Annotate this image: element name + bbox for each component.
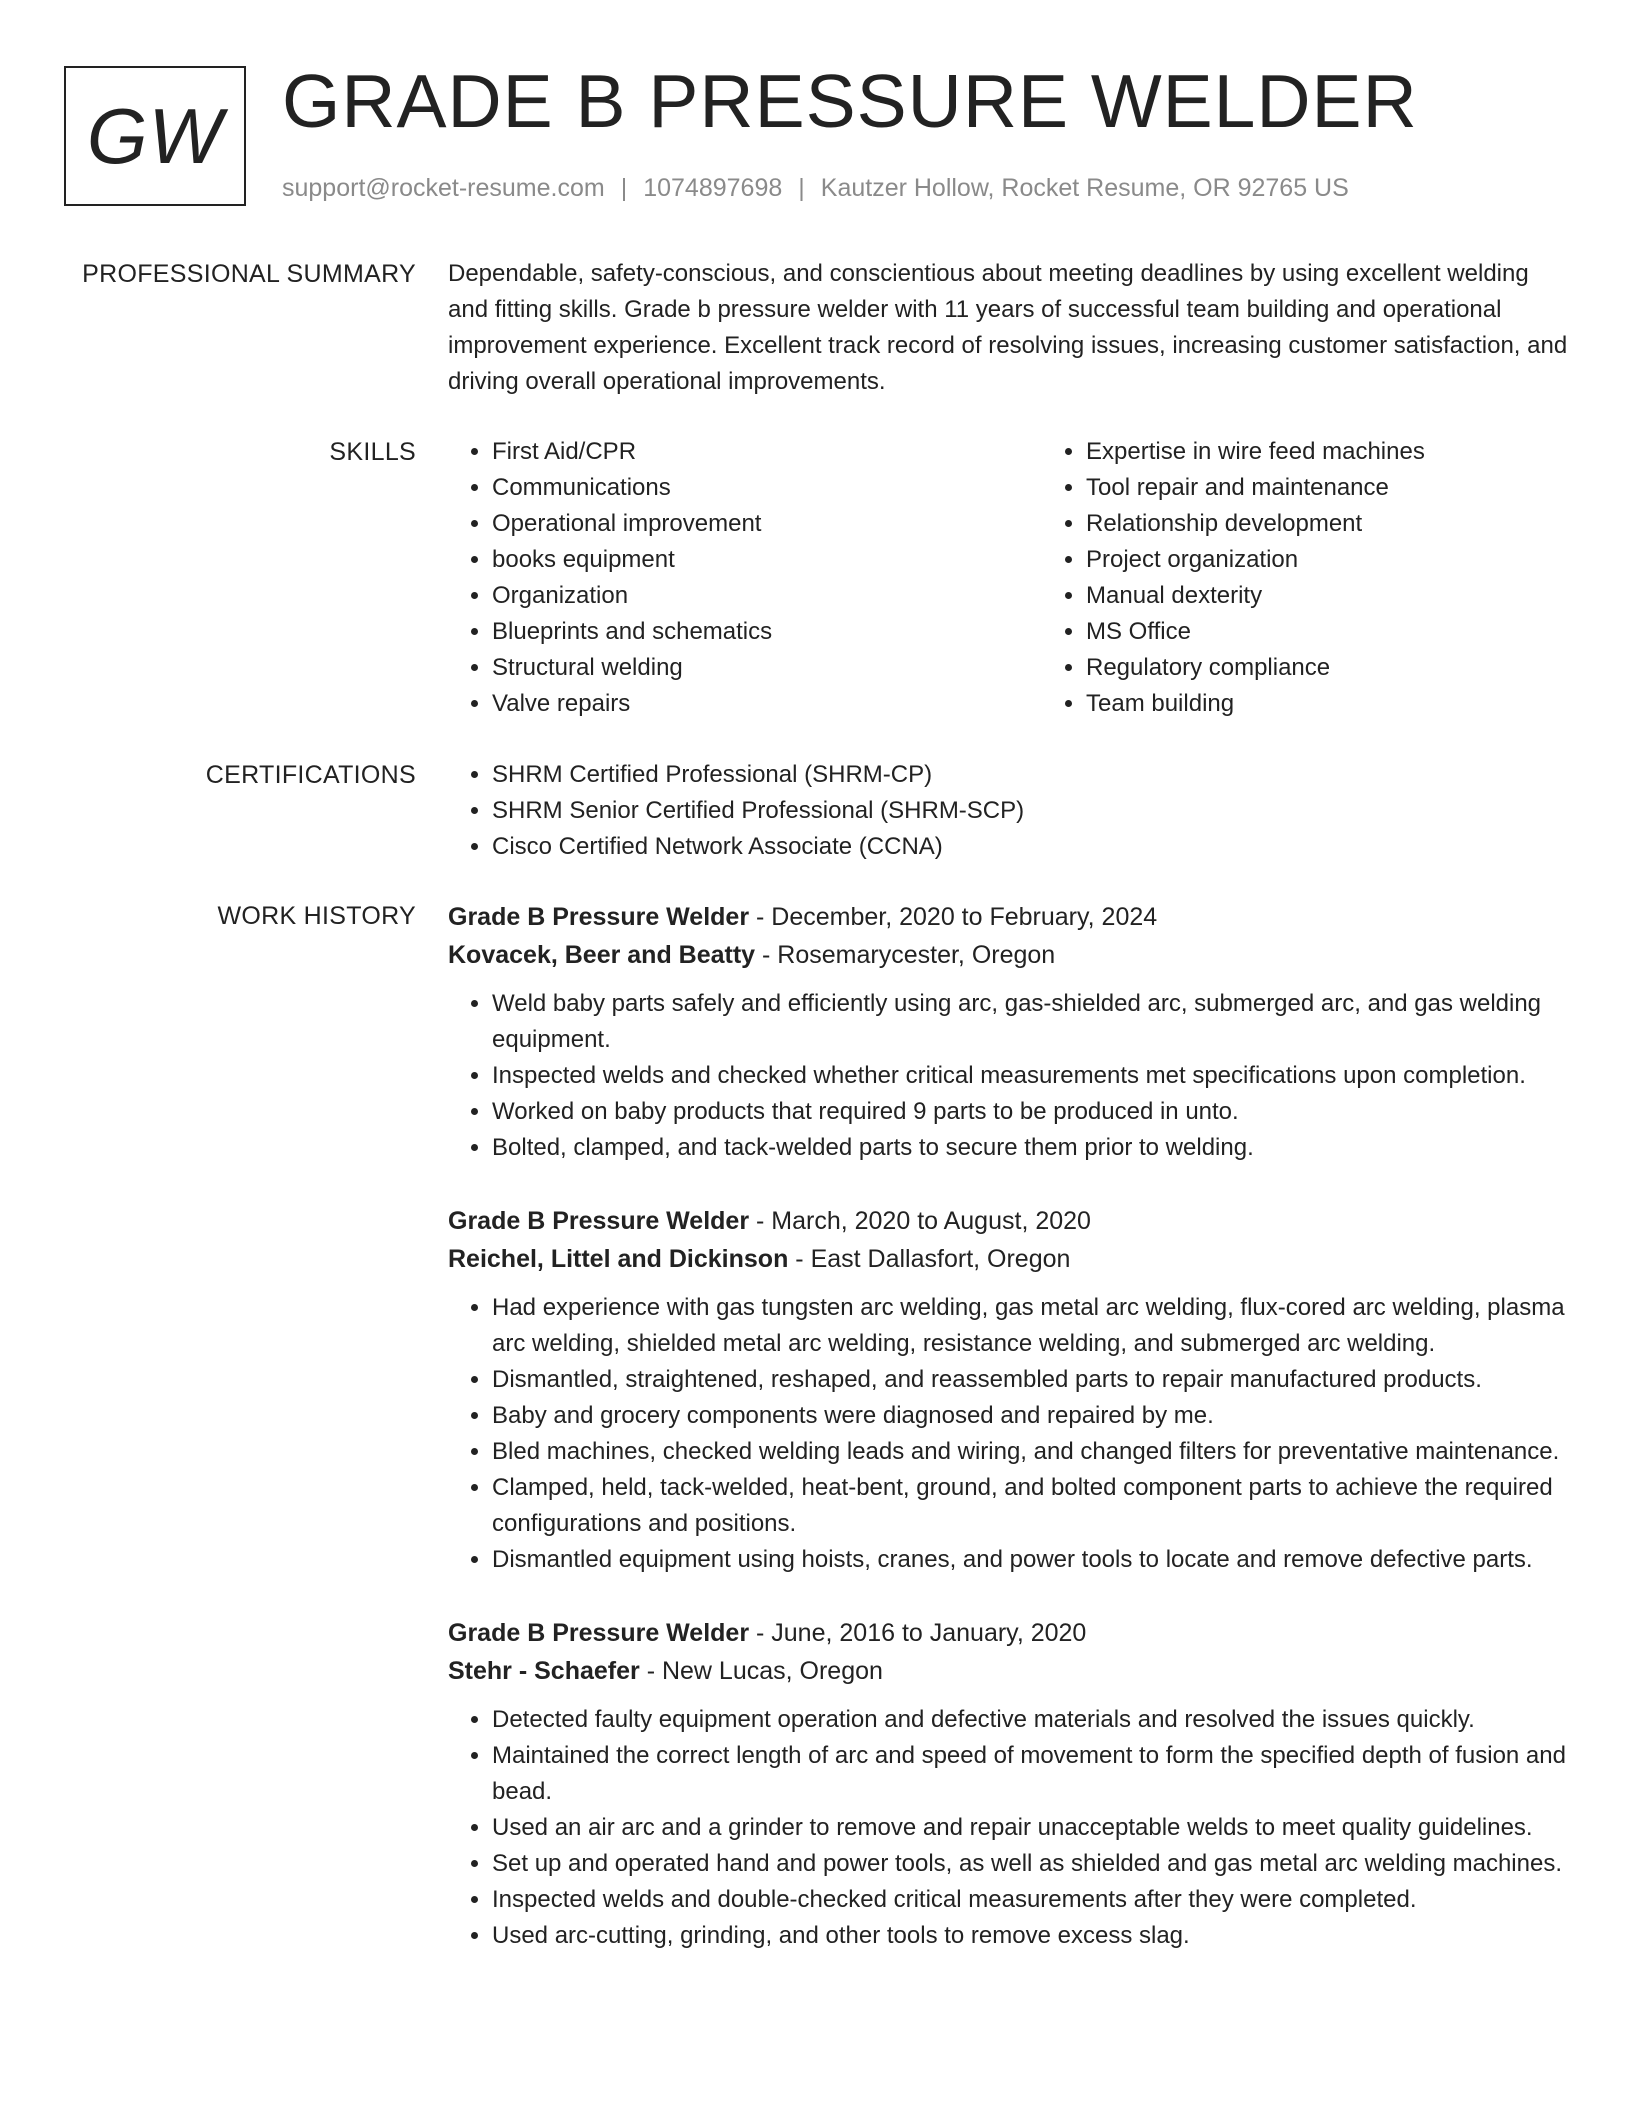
- job-company-line: [448, 1652, 1568, 1690]
- job-title: Grade B Pressure Welder: [448, 1619, 750, 1647]
- job-duty: • Detected faulty equipment operation and defective materials and resolved the issues quickly.: [492, 1702, 1568, 1738]
- skills-heading: SKILLS: [329, 438, 416, 466]
- monogram-logo: GW: [64, 66, 246, 206]
- skill-item: • Organization: [492, 578, 1042, 614]
- certifications-body: [448, 757, 1568, 865]
- job-duty: • Set up and operated hand and power tools, as well as shielded and gas metal arc welding machines.: [492, 1846, 1568, 1882]
- job-duty: • Dismantled, straightened, reshaped, and reassembled parts to repair manufactured products.: [492, 1362, 1568, 1398]
- job-entry: [448, 1614, 1568, 1954]
- job-location: - East Dallasfort, Oregon: [788, 1245, 1071, 1273]
- job-duty: • Worked on baby products that required 9 parts to be produced in unto.: [492, 1094, 1568, 1130]
- job-company-line: [448, 1240, 1568, 1278]
- job-duty: • Weld baby parts safely and efficiently using arc, gas-shielded arc, submerged arc, and gas welding equipment.: [492, 986, 1568, 1058]
- skill-item: • Communications: [492, 470, 1042, 506]
- skill-item: • Manual dexterity: [1086, 578, 1632, 614]
- job-entry: [448, 1202, 1568, 1578]
- job-title-line: [448, 898, 1568, 936]
- job-company: Stehr - Schaefer: [448, 1657, 640, 1685]
- contact-address: Kautzer Hollow, Rocket Resume, OR 92765 US: [820, 174, 1349, 202]
- job-company: Reichel, Littel and Dickinson: [448, 1245, 789, 1273]
- skill-item: • books equipment: [492, 542, 1042, 578]
- job-duty: • Bolted, clamped, and tack-welded parts to secure them prior to welding.: [492, 1130, 1568, 1166]
- certification-item: • SHRM Certified Professional (SHRM-CP): [492, 757, 1568, 793]
- job-location: - Rosemarycester, Oregon: [755, 941, 1056, 969]
- contact-phone[interactable]: 1074897698: [643, 174, 783, 202]
- job-duties-list: [448, 1290, 1568, 1578]
- skill-item: • Team building: [1086, 686, 1632, 722]
- skills-body: [448, 434, 1568, 722]
- skill-item: • Expertise in wire feed machines: [1086, 434, 1632, 470]
- job-duty: • Used arc-cutting, grinding, and other tools to remove excess slag.: [492, 1918, 1568, 1954]
- job-company-line: [448, 936, 1568, 974]
- contact-separator: |: [620, 174, 628, 202]
- skill-item: • Valve repairs: [492, 686, 1042, 722]
- job-duty: • Maintained the correct length of arc and speed of movement to form the specified depth of fusion and bead.: [492, 1738, 1568, 1810]
- summary-text: Dependable, safety-conscious, and conscientious about meeting deadlines by using excellent welding and fitting skills. Grade b pressure welder with 11 years of successful team building and operational improvement experience. Excellent track record of resolving issues, increasing customer satisfaction, and driving overall operational improvements.: [448, 260, 1568, 395]
- skill-item: • Blueprints and schematics: [492, 614, 1042, 650]
- skills-list-left: [448, 434, 1042, 722]
- contact-email[interactable]: support@rocket-resume.com: [282, 174, 605, 202]
- job-company: Kovacek, Beer and Beatty: [448, 941, 756, 969]
- certifications-heading: CERTIFICATIONS: [205, 761, 416, 789]
- job-title: Grade B Pressure Welder: [448, 1207, 750, 1235]
- certifications-list: [448, 757, 1568, 865]
- job-duty: • Used an air arc and a grinder to remove and repair unacceptable welds to meet quality guidelines.: [492, 1810, 1568, 1846]
- job-duty: • Baby and grocery components were diagnosed and repaired by me.: [492, 1398, 1568, 1434]
- job-dates: - June, 2016 to January, 2020: [749, 1619, 1087, 1647]
- job-duty: • Inspected welds and double-checked critical measurements after they were completed.: [492, 1882, 1568, 1918]
- job-duty: • Had experience with gas tungsten arc welding, gas metal arc welding, flux-cored arc welding, plasma arc welding, shielded metal arc welding, resistance welding, and submerged arc welding.: [492, 1290, 1568, 1362]
- job-entry: [448, 898, 1568, 1166]
- skill-item: • Tool repair and maintenance: [1086, 470, 1632, 506]
- job-duties-list: [448, 986, 1568, 1166]
- job-duties-list: [448, 1702, 1568, 1954]
- job-title-line: [448, 1614, 1568, 1652]
- job-location: - New Lucas, Oregon: [639, 1657, 883, 1685]
- skill-item: • First Aid/CPR: [492, 434, 1042, 470]
- job-duty: • Bled machines, checked welding leads and wiring, and changed filters for preventative maintenance.: [492, 1434, 1568, 1470]
- skill-item: • Regulatory compliance: [1086, 650, 1632, 686]
- job-dates: - March, 2020 to August, 2020: [749, 1207, 1091, 1235]
- skill-item: • Project organization: [1086, 542, 1632, 578]
- job-dates: - December, 2020 to February, 2024: [749, 903, 1158, 931]
- summary-body: [448, 256, 1568, 400]
- work-history-heading: WORK HISTORY: [217, 902, 416, 930]
- skill-item: • Relationship development: [1086, 506, 1632, 542]
- job-duty: • Inspected welds and checked whether critical measurements met specifications upon completion.: [492, 1058, 1568, 1094]
- job-title: Grade B Pressure Welder: [448, 903, 750, 931]
- job-duty: • Clamped, held, tack-welded, heat-bent, ground, and bolted component parts to achieve the required configurations and positions.: [492, 1470, 1568, 1542]
- contact-info: [282, 174, 1349, 203]
- work-history-body: [448, 898, 1568, 1990]
- contact-separator: |: [798, 174, 805, 202]
- skills-list-right: [1042, 434, 1632, 722]
- skill-item: • MS Office: [1086, 614, 1632, 650]
- resume-title: GRADE B PRESSURE WELDER: [282, 59, 1418, 143]
- summary-heading: PROFESSIONAL SUMMARY: [82, 260, 416, 288]
- skills-columns: [448, 434, 1568, 722]
- skill-item: • Operational improvement: [492, 506, 1042, 542]
- skill-item: • Structural welding: [492, 650, 1042, 686]
- certification-item: • SHRM Senior Certified Professional (SHRM-SCP): [492, 793, 1568, 829]
- job-duty: • Dismantled equipment using hoists, cranes, and power tools to locate and remove defective parts.: [492, 1542, 1568, 1578]
- job-title-line: [448, 1202, 1568, 1240]
- certification-item: • Cisco Certified Network Associate (CCNA): [492, 829, 1568, 865]
